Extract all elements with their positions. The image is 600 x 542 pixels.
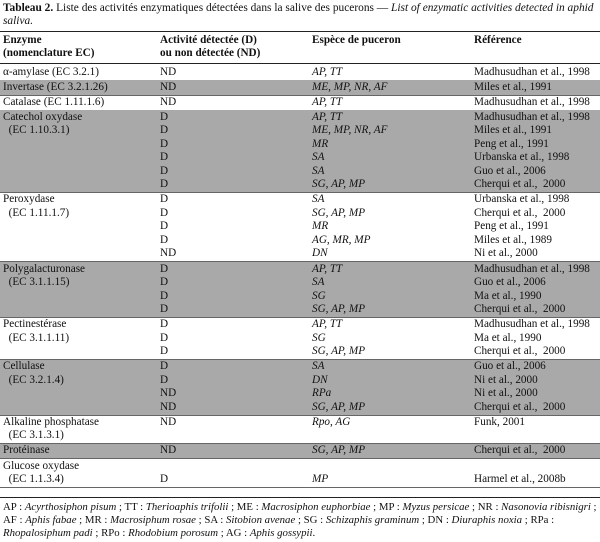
reference-cell: Ni et al., 2000	[474, 247, 538, 260]
header-enzyme-line1: Enzyme	[3, 34, 42, 46]
enzyme-name: Cellulase	[3, 360, 45, 373]
species-cell: SG, AP, MP	[312, 444, 366, 457]
table-row	[0, 460, 600, 474]
footnote-entry	[85, 514, 204, 526]
footnote-separator: ;	[419, 514, 428, 526]
activity-cell: ND	[160, 80, 177, 93]
table-group	[0, 444, 600, 459]
table-row	[0, 290, 600, 304]
table-row	[0, 234, 600, 248]
reference-cell: Miles et al., 1989	[474, 233, 552, 246]
enzyme-name: Polygalacturonase	[3, 262, 86, 275]
table-group	[0, 110, 600, 192]
table-row	[0, 276, 600, 290]
footnote-entry	[204, 514, 303, 526]
footnote-abbr: AP :	[3, 501, 25, 513]
enzyme-name: (EC 1.1.3.4)	[3, 473, 64, 485]
footnote-abbr: RPo :	[101, 527, 129, 539]
activity-cell: D	[160, 110, 169, 123]
table-row	[0, 374, 600, 388]
footnote-entry	[237, 501, 379, 513]
species-cell: SA	[312, 193, 325, 206]
reference-cell: Funk, 2001	[474, 415, 525, 428]
table-caption	[3, 2, 595, 28]
footnote-separator: ;	[469, 501, 478, 513]
footnote-abbr: RPa :	[530, 514, 555, 526]
species-cell: AP, TT	[312, 65, 343, 78]
footnote-entry	[124, 501, 236, 513]
footnote-abbr: SG :	[303, 514, 326, 526]
species-cell: MR	[312, 137, 329, 150]
species-cell: AP, TT	[312, 318, 343, 331]
footnote-separator: ;	[195, 514, 205, 526]
footnote-species: Aphis gossypii	[249, 527, 313, 539]
caption-english: List of enzymatic activities detected in aphid saliva.	[3, 2, 594, 27]
activity-cell: ND	[160, 387, 177, 400]
enzyme-name: (EC 3.2.1.4)	[3, 373, 64, 386]
footnote-species: Myzus persicae	[402, 501, 470, 513]
species-cell: DN	[312, 373, 328, 386]
species-cell: AG, MR, MP	[312, 233, 371, 246]
reference-cell: Peng et al., 1991	[474, 220, 549, 233]
bottom-rule	[0, 497, 600, 498]
footnote-entry	[3, 501, 124, 513]
table-row	[0, 165, 600, 179]
footnote-species: Therioaphis trifolii	[145, 501, 229, 513]
table-group	[0, 193, 600, 262]
enzyme-name: Alkaline phosphatase	[3, 415, 100, 428]
footnote-abbr: AG :	[225, 527, 250, 539]
activity-cell: D	[160, 124, 169, 137]
species-cell: SA	[312, 360, 325, 373]
species-cell: SA	[312, 164, 325, 177]
table-row	[0, 138, 600, 152]
species-cell: SA	[312, 276, 325, 288]
table-group	[0, 415, 600, 443]
table-row	[0, 111, 600, 125]
reference-cell: Peng et al., 1991	[474, 137, 549, 150]
species-cell: MP	[312, 473, 329, 485]
enzyme-name: (EC 3.1.1.11)	[3, 331, 70, 344]
activity-cell: D	[160, 220, 169, 233]
footnote-separator: ;	[522, 514, 531, 526]
species-cell: ME, MP, NR, AF	[312, 80, 388, 93]
table-row	[0, 429, 600, 443]
header-activity	[160, 34, 260, 60]
species-cell: Rpo, AG	[312, 415, 351, 428]
activity-cell: D	[160, 164, 169, 177]
header-enzyme	[3, 34, 94, 60]
table-row	[0, 387, 600, 401]
footnote-species: Aphis fabae	[25, 514, 77, 526]
footnote-species: Sitobion avenae	[225, 514, 296, 526]
species-cell: AP, TT	[312, 95, 343, 108]
reference-cell: Urbanska et al., 1998	[474, 193, 570, 206]
reference-cell: Harmel et al., 2008b	[474, 473, 566, 485]
activity-cell: D	[160, 473, 169, 485]
footnote-species: Macrosiphon euphorbiae	[261, 501, 371, 513]
footnote-species: Macrosiphum rosae	[110, 514, 196, 526]
reference-cell: Miles et al., 1991	[474, 80, 552, 93]
footnote-entry	[101, 527, 226, 539]
footnote-separator: .	[312, 527, 316, 539]
enzyme-name: Protéinase	[3, 444, 50, 457]
footnote-abbr: MR :	[84, 514, 111, 526]
footnote-entry	[3, 514, 85, 526]
footnote-abbr: SA :	[204, 514, 226, 526]
activity-cell: D	[160, 289, 169, 302]
footnote-separator: ;	[116, 501, 125, 513]
reference-cell: Ni et al., 2000	[474, 373, 538, 386]
enzyme-name: (EC 3.1.3.1)	[3, 429, 64, 442]
activity-cell: ND	[160, 415, 177, 428]
species-cell: ME, MP, NR, AF	[312, 124, 388, 137]
reference-cell: Ni et al., 2000	[474, 387, 538, 400]
table-group	[0, 65, 600, 80]
footnote-entry	[428, 514, 531, 526]
enzyme-name: α-amylase (EC 3.2.1)	[3, 65, 99, 78]
table-group	[0, 262, 600, 317]
species-cell: MR	[312, 220, 329, 233]
activity-cell: ND	[160, 400, 177, 413]
header-reference: Référence	[474, 34, 522, 46]
header-rule	[0, 63, 600, 64]
enzyme-name: (EC 3.1.1.15)	[3, 276, 70, 288]
enzyme-name: (EC 1.11.1.7)	[3, 206, 70, 219]
species-cell: SG, AP, MP	[312, 206, 366, 219]
table-row	[0, 303, 600, 317]
table-row	[0, 263, 600, 277]
reference-cell: Cherqui et al., 2000	[474, 178, 566, 191]
table-row	[0, 444, 600, 458]
footnote-species: Rhopalosiphum padi	[3, 527, 93, 539]
reference-cell: Cherqui et al., 2000	[474, 206, 566, 219]
table-header	[0, 32, 600, 64]
reference-cell: Cherqui et al., 2000	[474, 345, 566, 358]
table-footnote	[3, 501, 597, 540]
species-cell: DN	[312, 247, 328, 260]
reference-cell: Madhusudhan et al., 1998	[474, 110, 590, 123]
activity-cell: D	[160, 262, 169, 275]
table-group	[0, 360, 600, 415]
footnote-separator: ;	[92, 527, 102, 539]
footnote-entry	[478, 501, 597, 513]
species-cell: SG	[312, 331, 326, 344]
table-row	[0, 193, 600, 207]
table-row	[0, 332, 600, 346]
reference-cell: Madhusudhan et al., 1998	[474, 65, 590, 78]
activity-cell: ND	[160, 247, 177, 260]
footnote-entry	[379, 501, 478, 513]
species-cell: RPa	[312, 387, 332, 400]
enzyme-name: Catalase (EC 1.11.1.6)	[3, 95, 105, 108]
activity-cell: D	[160, 206, 169, 219]
species-cell: AP, TT	[312, 110, 343, 123]
table-row	[0, 96, 600, 110]
reference-cell: Madhusudhan et al., 1998	[474, 262, 590, 275]
activity-cell: D	[160, 233, 169, 246]
caption-label: Tableau 2.	[3, 2, 54, 14]
footnote-separator: ;	[295, 514, 304, 526]
activity-cell: D	[160, 345, 169, 358]
header-enzyme-line2: (nomenclature EC)	[3, 47, 95, 59]
reference-cell: Ma et al., 1990	[474, 289, 542, 302]
table-group	[0, 95, 600, 110]
activity-cell: D	[160, 303, 169, 315]
activity-cell: D	[160, 360, 169, 373]
table-group	[0, 459, 600, 487]
reference-cell: Urbanska et al., 1998	[474, 151, 570, 164]
footnote-abbr: DN :	[427, 514, 452, 526]
species-cell: SG, AP, MP	[312, 303, 366, 315]
activity-cell: D	[160, 193, 169, 206]
enzyme-name: Invertase (EC 3.2.1.26)	[3, 80, 108, 93]
table-row	[0, 81, 600, 95]
table-row	[0, 416, 600, 430]
footnote-separator: ;	[76, 514, 85, 526]
species-cell: AP, TT	[312, 262, 343, 275]
footnote-species: Schizaphis graminum	[325, 514, 420, 526]
activity-cell: D	[160, 373, 169, 386]
table-row	[0, 207, 600, 221]
header-activity-line1: Activité détectée (D)	[160, 34, 257, 46]
footnote-entry	[304, 514, 428, 526]
reference-cell: Cherqui et al., 2000	[474, 444, 566, 457]
species-cell: SG	[312, 289, 326, 302]
reference-cell: Madhusudhan et al., 1998	[474, 95, 590, 108]
table-row	[0, 178, 600, 192]
footnote-separator: ;	[590, 501, 597, 513]
reference-cell: Madhusudhan et al., 1998	[474, 318, 590, 331]
table-row	[0, 124, 600, 138]
activity-cell: D	[160, 318, 169, 331]
footnote-species: Acyrthosiphon pisum	[24, 501, 117, 513]
activity-cell: ND	[160, 65, 177, 78]
enzyme-name: Pectinestérase	[3, 318, 67, 331]
table-row	[0, 247, 600, 261]
table-row	[0, 220, 600, 234]
enzyme-name: Glucose oxydase	[3, 459, 80, 472]
activity-cell: ND	[160, 444, 177, 457]
activity-cell: ND	[160, 95, 177, 108]
species-cell: SG, AP, MP	[312, 345, 366, 358]
table-row	[0, 401, 600, 415]
footnote-abbr: TT :	[124, 501, 146, 513]
footnote-separator: ;	[228, 501, 237, 513]
species-cell: SA	[312, 151, 325, 164]
table-group	[0, 318, 600, 360]
reference-cell: Cherqui et al., 2000	[474, 400, 566, 413]
footnote-abbr: NR :	[477, 501, 502, 513]
reference-cell: Miles et al., 1991	[474, 124, 552, 137]
table-row	[0, 318, 600, 332]
species-cell: SG, AP, MP	[312, 400, 366, 413]
table-group	[0, 80, 600, 95]
reference-cell: Guo et al., 2006	[474, 164, 546, 177]
activity-cell: D	[160, 178, 169, 191]
footnote-separator: ;	[370, 501, 379, 513]
row-separator	[0, 487, 600, 488]
activity-cell: D	[160, 151, 169, 164]
table-row	[0, 151, 600, 165]
footnote-species: Diuraphis noxia	[451, 514, 523, 526]
activity-cell: D	[160, 137, 169, 150]
enzyme-name: Catechol oxydase	[3, 110, 83, 123]
activity-cell: D	[160, 276, 169, 288]
table-row	[0, 360, 600, 374]
reference-cell: Guo et al., 2006	[474, 360, 546, 373]
table-row	[0, 345, 600, 359]
header-species: Espèce de puceron	[312, 34, 401, 46]
footnote-abbr: MP :	[378, 501, 403, 513]
table-row	[0, 66, 600, 80]
reference-cell: Ma et al., 1990	[474, 331, 542, 344]
table-row	[0, 473, 600, 487]
footnote-abbr: AF :	[3, 514, 26, 526]
footnote-entry	[226, 527, 315, 539]
footnote-separator: ;	[218, 527, 226, 539]
footnote-species: Nasonovia ribisnigri	[501, 501, 591, 513]
reference-cell: Cherqui et al., 2000	[474, 303, 566, 315]
enzyme-name: (EC 1.10.3.1)	[3, 124, 70, 137]
footnote-abbr: ME :	[236, 501, 262, 513]
enzyme-name: Peroxydase	[3, 193, 55, 206]
caption-french: Liste des activités enzymatiques détectées dans la salive des pucerons —	[53, 2, 392, 14]
reference-cell: Guo et al., 2006	[474, 276, 546, 288]
header-activity-line2: ou non détectée (ND)	[160, 47, 261, 59]
species-cell: SG, AP, MP	[312, 178, 366, 191]
activity-cell: D	[160, 331, 169, 344]
footnote-species: Rhodobium porosum	[128, 527, 218, 539]
